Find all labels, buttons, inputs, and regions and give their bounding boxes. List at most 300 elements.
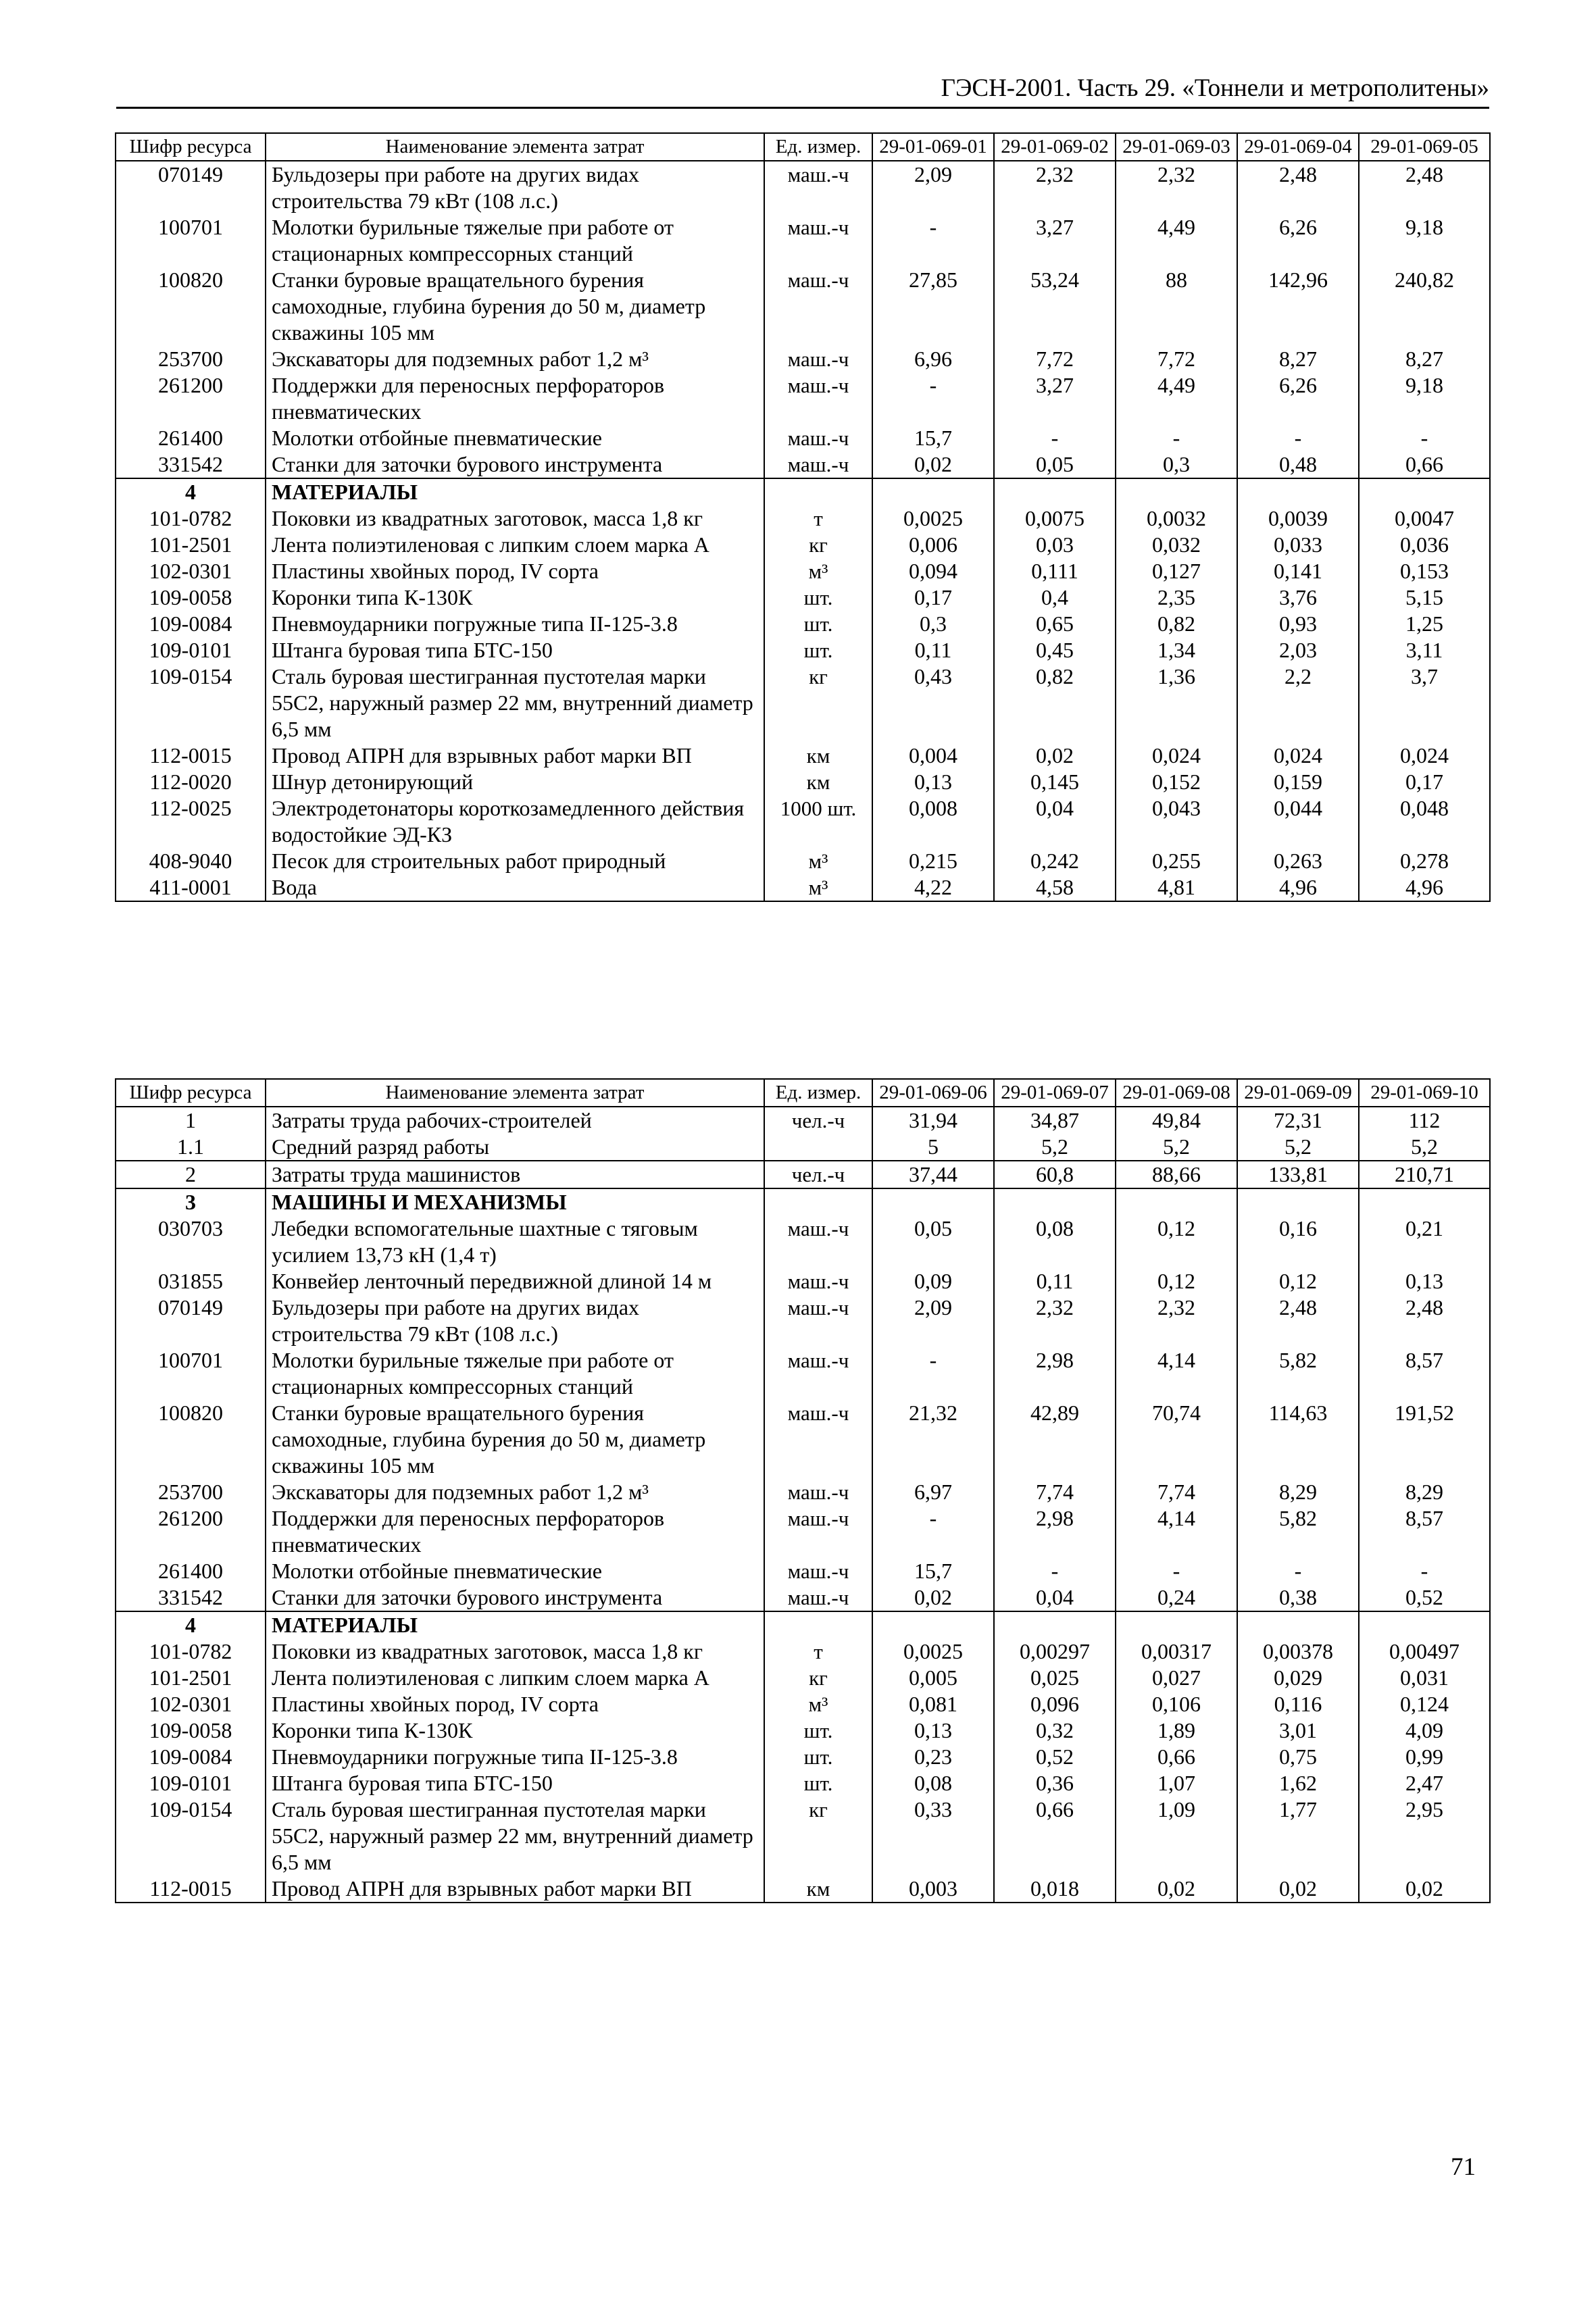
cell-code: 112-0025 bbox=[116, 795, 266, 848]
cell-value: 0,255 bbox=[1116, 848, 1237, 874]
table-row bbox=[116, 848, 1490, 874]
cell-unit: кг bbox=[764, 532, 872, 558]
cell-code: 109-0101 bbox=[116, 637, 266, 663]
cell-value: 0,024 bbox=[1237, 743, 1359, 769]
table-row bbox=[116, 425, 1490, 451]
cell-unit: м³ bbox=[764, 848, 872, 874]
cell-value: - bbox=[872, 372, 994, 425]
cell-value: 0,027 bbox=[1116, 1665, 1237, 1691]
cell-value: 0,03 bbox=[994, 532, 1116, 558]
cell-value: 31,94 bbox=[872, 1107, 994, 1134]
cell-value: 34,87 bbox=[994, 1107, 1116, 1134]
cell-value: 0,031 bbox=[1359, 1665, 1490, 1691]
cell-value: - bbox=[1116, 425, 1237, 451]
cell-value: 7,72 bbox=[994, 346, 1116, 372]
col-header-unit: Ед. измер. bbox=[764, 133, 872, 161]
cell-code: 253700 bbox=[116, 1479, 266, 1505]
cell-value: 0,52 bbox=[994, 1744, 1116, 1770]
cell-name: Молотки отбойные пневматические bbox=[266, 425, 764, 451]
cell-value: 0,159 bbox=[1237, 769, 1359, 795]
table-row bbox=[116, 1347, 1490, 1400]
cell-value: 0,018 bbox=[994, 1876, 1116, 1903]
cell-value: 0,36 bbox=[994, 1770, 1116, 1796]
cell-value: 2,48 bbox=[1237, 1294, 1359, 1347]
cell-value: 0,09 bbox=[872, 1268, 994, 1294]
cell-value: 60,8 bbox=[994, 1161, 1116, 1188]
cell-value: 2,47 bbox=[1359, 1770, 1490, 1796]
cell-value: 9,18 bbox=[1359, 214, 1490, 267]
cell-unit bbox=[764, 1134, 872, 1161]
cell-value: 4,96 bbox=[1237, 874, 1359, 901]
cell-value: 0,4 bbox=[994, 584, 1116, 611]
cell-name: Бульдозеры при работе на других видах строительства 79 кВт (108 л.с.) bbox=[266, 1294, 764, 1347]
cell-name: МАТЕРИАЛЫ bbox=[266, 1611, 764, 1638]
cell-value: 49,84 bbox=[1116, 1107, 1237, 1134]
cell-name: Затраты труда машинистов bbox=[266, 1161, 764, 1188]
cell-value: 8,57 bbox=[1359, 1347, 1490, 1400]
cell-unit: шт. bbox=[764, 584, 872, 611]
cell-value: 0,003 bbox=[872, 1876, 994, 1903]
cell-value: 27,85 bbox=[872, 267, 994, 346]
cell-value: 7,74 bbox=[994, 1479, 1116, 1505]
table-row bbox=[116, 743, 1490, 769]
table-row bbox=[116, 874, 1490, 901]
cell-code: 4 bbox=[116, 478, 266, 505]
cell-name: Пластины хвойных пород, IV сорта bbox=[266, 558, 764, 584]
cell-value: 2,32 bbox=[994, 161, 1116, 214]
cell-value: 0,12 bbox=[1116, 1215, 1237, 1268]
col-header-c4: 29-01-069-04 bbox=[1237, 133, 1359, 161]
cell-value: 42,89 bbox=[994, 1400, 1116, 1479]
cell-unit: маш.-ч bbox=[764, 1558, 872, 1584]
cell-name: Песок для строительных работ природный bbox=[266, 848, 764, 874]
table-row bbox=[116, 584, 1490, 611]
cell-unit: кг bbox=[764, 1796, 872, 1876]
table-row bbox=[116, 346, 1490, 372]
cell-code: 100701 bbox=[116, 1347, 266, 1400]
cell-name: Электродетонаторы короткозамедленного действия водостойкие ЭД-КЗ bbox=[266, 795, 764, 848]
cell-name: Поковки из квадратных заготовок, масса 1,8 кг bbox=[266, 505, 764, 532]
col-header-c5: 29-01-069-10 bbox=[1359, 1079, 1490, 1107]
cell-value: - bbox=[1237, 425, 1359, 451]
cell-code: 109-0058 bbox=[116, 584, 266, 611]
cell-name: Молотки бурильные тяжелые при работе от стационарных компрессорных станций bbox=[266, 214, 764, 267]
table-row bbox=[116, 1188, 1490, 1215]
cell-code: 100701 bbox=[116, 214, 266, 267]
cell-value: - bbox=[1237, 1558, 1359, 1584]
cell-code: 1 bbox=[116, 1107, 266, 1134]
cell-unit: м³ bbox=[764, 558, 872, 584]
cell-name: Бульдозеры при работе на других видах строительства 79 кВт (108 л.с.) bbox=[266, 161, 764, 214]
cell-value: 0,094 bbox=[872, 558, 994, 584]
cell-value: 0,0032 bbox=[1116, 505, 1237, 532]
table-row bbox=[116, 1134, 1490, 1161]
cell-unit bbox=[764, 1188, 872, 1215]
cell-value: - bbox=[872, 1347, 994, 1400]
cell-value: 72,31 bbox=[1237, 1107, 1359, 1134]
cell-value: 8,29 bbox=[1359, 1479, 1490, 1505]
cell-value bbox=[872, 1611, 994, 1638]
header-title: ГЭСН-2001. Часть 29. «Тоннели и метрополитены» bbox=[941, 74, 1489, 102]
cell-name: Молотки бурильные тяжелые при работе от стационарных компрессорных станций bbox=[266, 1347, 764, 1400]
cell-unit: шт. bbox=[764, 1717, 872, 1744]
cell-value: 0,12 bbox=[1116, 1268, 1237, 1294]
cell-value: 0,17 bbox=[1359, 769, 1490, 795]
cell-value: 0,215 bbox=[872, 848, 994, 874]
cell-code: 101-0782 bbox=[116, 505, 266, 532]
cell-unit: маш.-ч bbox=[764, 161, 872, 214]
cell-value bbox=[1359, 478, 1490, 505]
cell-value: 0,33 bbox=[872, 1796, 994, 1876]
cell-unit: км bbox=[764, 1876, 872, 1903]
cell-value: 4,22 bbox=[872, 874, 994, 901]
cell-value: 3,27 bbox=[994, 214, 1116, 267]
cell-value: 0,044 bbox=[1237, 795, 1359, 848]
col-header-c1: 29-01-069-06 bbox=[872, 1079, 994, 1107]
cell-unit: шт. bbox=[764, 637, 872, 663]
cell-code: 070149 bbox=[116, 1294, 266, 1347]
cell-value bbox=[1116, 478, 1237, 505]
cell-name: Средний разряд работы bbox=[266, 1134, 764, 1161]
cell-code: 112-0015 bbox=[116, 1876, 266, 1903]
table-row bbox=[116, 505, 1490, 532]
cell-value: 0,033 bbox=[1237, 532, 1359, 558]
cell-name: Штанга буровая типа БТС-150 bbox=[266, 637, 764, 663]
cell-value: 0,3 bbox=[872, 611, 994, 637]
cell-value: 0,004 bbox=[872, 743, 994, 769]
cell-value: 8,27 bbox=[1359, 346, 1490, 372]
cell-unit: шт. bbox=[764, 1744, 872, 1770]
cell-value: 2,98 bbox=[994, 1505, 1116, 1558]
cell-value: 0,145 bbox=[994, 769, 1116, 795]
cell-value: 0,02 bbox=[1116, 1876, 1237, 1903]
cell-value: 112 bbox=[1359, 1107, 1490, 1134]
cell-value: 6,26 bbox=[1237, 372, 1359, 425]
cell-name: Коронки типа К-130К bbox=[266, 1717, 764, 1744]
cell-code: 070149 bbox=[116, 161, 266, 214]
cell-value: 0,106 bbox=[1116, 1691, 1237, 1717]
cell-value: 0,127 bbox=[1116, 558, 1237, 584]
cell-value: 2,03 bbox=[1237, 637, 1359, 663]
cell-code: 109-0084 bbox=[116, 611, 266, 637]
cell-value: 4,14 bbox=[1116, 1347, 1237, 1400]
cell-value: 9,18 bbox=[1359, 372, 1490, 425]
col-header-unit: Ед. измер. bbox=[764, 1079, 872, 1107]
cell-value: 2,48 bbox=[1359, 1294, 1490, 1347]
cell-value: 0,48 bbox=[1237, 451, 1359, 478]
cell-unit: маш.-ч bbox=[764, 1505, 872, 1558]
cell-value: 0,66 bbox=[994, 1796, 1116, 1876]
cell-value: 4,49 bbox=[1116, 214, 1237, 267]
table-row bbox=[116, 372, 1490, 425]
cell-name: Сталь буровая шестигранная пустотелая марки 55С2, наружный размер 22 мм, внутренний диаметр 6,5 мм bbox=[266, 663, 764, 743]
cell-value: 0,75 bbox=[1237, 1744, 1359, 1770]
cell-code: 331542 bbox=[116, 1584, 266, 1611]
table-row bbox=[116, 1796, 1490, 1876]
cell-value: 3,11 bbox=[1359, 637, 1490, 663]
cell-value: 2,32 bbox=[994, 1294, 1116, 1347]
cell-name: Провод АПРН для взрывных работ марки ВП bbox=[266, 743, 764, 769]
cell-value: 0,32 bbox=[994, 1717, 1116, 1744]
resource-table-2 bbox=[115, 1078, 1491, 1903]
cell-value: 0,036 bbox=[1359, 532, 1490, 558]
cell-value: 0,17 bbox=[872, 584, 994, 611]
cell-name: Шнур детонирующий bbox=[266, 769, 764, 795]
cell-unit bbox=[764, 478, 872, 505]
cell-code: 112-0015 bbox=[116, 743, 266, 769]
cell-unit: т bbox=[764, 1638, 872, 1665]
cell-unit: маш.-ч bbox=[764, 1294, 872, 1347]
cell-value bbox=[994, 478, 1116, 505]
cell-unit: маш.-ч bbox=[764, 346, 872, 372]
cell-unit: т bbox=[764, 505, 872, 532]
table-row bbox=[116, 769, 1490, 795]
cell-code: 112-0020 bbox=[116, 769, 266, 795]
cell-code: 2 bbox=[116, 1161, 266, 1188]
cell-value: 0,13 bbox=[872, 1717, 994, 1744]
cell-code: 408-9040 bbox=[116, 848, 266, 874]
cell-unit: маш.-ч bbox=[764, 425, 872, 451]
table-row bbox=[116, 1400, 1490, 1479]
table-row bbox=[116, 611, 1490, 637]
cell-unit: 1000 шт. bbox=[764, 795, 872, 848]
cell-value: 5 bbox=[872, 1134, 994, 1161]
cell-value: 2,32 bbox=[1116, 161, 1237, 214]
cell-unit: кг bbox=[764, 663, 872, 743]
cell-value: 1,07 bbox=[1116, 1770, 1237, 1796]
col-header-c2: 29-01-069-07 bbox=[994, 1079, 1116, 1107]
cell-value bbox=[872, 1188, 994, 1215]
cell-value: 0,096 bbox=[994, 1691, 1116, 1717]
col-header-c5: 29-01-069-05 bbox=[1359, 133, 1490, 161]
cell-unit: маш.-ч bbox=[764, 1347, 872, 1400]
table-row bbox=[116, 1294, 1490, 1347]
cell-value: 5,82 bbox=[1237, 1505, 1359, 1558]
cell-value: 8,57 bbox=[1359, 1505, 1490, 1558]
cell-value: 0,3 bbox=[1116, 451, 1237, 478]
cell-value bbox=[1116, 1611, 1237, 1638]
cell-value: 4,14 bbox=[1116, 1505, 1237, 1558]
cell-value: 0,032 bbox=[1116, 532, 1237, 558]
col-header-c1: 29-01-069-01 bbox=[872, 133, 994, 161]
cell-code: 101-0782 bbox=[116, 1638, 266, 1665]
cell-name: Коронки типа К-130К bbox=[266, 584, 764, 611]
cell-value: 0,23 bbox=[872, 1744, 994, 1770]
cell-value: - bbox=[1359, 1558, 1490, 1584]
cell-value: 5,2 bbox=[1237, 1134, 1359, 1161]
cell-value: 4,09 bbox=[1359, 1717, 1490, 1744]
cell-value: 0,048 bbox=[1359, 795, 1490, 848]
cell-value: - bbox=[1116, 1558, 1237, 1584]
resource-table-1 bbox=[115, 132, 1491, 902]
cell-value bbox=[1116, 1188, 1237, 1215]
cell-value: 5,15 bbox=[1359, 584, 1490, 611]
table-row bbox=[116, 1876, 1490, 1903]
cell-value: 3,7 bbox=[1359, 663, 1490, 743]
cell-code: 4 bbox=[116, 1611, 266, 1638]
cell-value: 2,09 bbox=[872, 161, 994, 214]
cell-value: 133,81 bbox=[1237, 1161, 1359, 1188]
cell-name: Станки для заточки бурового инструмента bbox=[266, 451, 764, 478]
table-row bbox=[116, 1479, 1490, 1505]
cell-value: 6,26 bbox=[1237, 214, 1359, 267]
cell-value: 240,82 bbox=[1359, 267, 1490, 346]
cell-unit: маш.-ч bbox=[764, 1479, 872, 1505]
cell-name: Лента полиэтиленовая с липким слоем марка А bbox=[266, 1665, 764, 1691]
cell-name: Конвейер ленточный передвижной длиной 14 м bbox=[266, 1268, 764, 1294]
cell-value: 4,96 bbox=[1359, 874, 1490, 901]
cell-value: 4,49 bbox=[1116, 372, 1237, 425]
cell-code: 101-2501 bbox=[116, 1665, 266, 1691]
cell-value: 1,34 bbox=[1116, 637, 1237, 663]
cell-unit: шт. bbox=[764, 1770, 872, 1796]
cell-code: 030703 bbox=[116, 1215, 266, 1268]
cell-value: 0,02 bbox=[1237, 1876, 1359, 1903]
cell-value: 3,01 bbox=[1237, 1717, 1359, 1744]
cell-value: 0,116 bbox=[1237, 1691, 1359, 1717]
cell-unit: шт. bbox=[764, 611, 872, 637]
cell-value: 1,09 bbox=[1116, 1796, 1237, 1876]
cell-value: 2,48 bbox=[1237, 161, 1359, 214]
cell-value: 0,21 bbox=[1359, 1215, 1490, 1268]
cell-unit: маш.-ч bbox=[764, 1215, 872, 1268]
table-row bbox=[116, 1505, 1490, 1558]
cell-value bbox=[1359, 1611, 1490, 1638]
cell-name: Пластины хвойных пород, IV сорта bbox=[266, 1691, 764, 1717]
cell-value: 0,66 bbox=[1116, 1744, 1237, 1770]
table-row bbox=[116, 1638, 1490, 1665]
cell-value: 0,00297 bbox=[994, 1638, 1116, 1665]
cell-code: 1.1 bbox=[116, 1134, 266, 1161]
cell-name: Штанга буровая типа БТС-150 bbox=[266, 1770, 764, 1796]
cell-value: 3,27 bbox=[994, 372, 1116, 425]
cell-value: 3,76 bbox=[1237, 584, 1359, 611]
cell-value: 15,7 bbox=[872, 425, 994, 451]
cell-value: 114,63 bbox=[1237, 1400, 1359, 1479]
cell-value: 0,24 bbox=[1116, 1584, 1237, 1611]
cell-name: Молотки отбойные пневматические bbox=[266, 1558, 764, 1584]
col-header-c3: 29-01-069-08 bbox=[1116, 1079, 1237, 1107]
cell-value: 0,16 bbox=[1237, 1215, 1359, 1268]
table-row bbox=[116, 267, 1490, 346]
cell-value bbox=[994, 1611, 1116, 1638]
cell-value: 0,12 bbox=[1237, 1268, 1359, 1294]
table-row bbox=[116, 1717, 1490, 1744]
page-header bbox=[116, 73, 1489, 109]
table-row bbox=[116, 1665, 1490, 1691]
cell-value: 0,043 bbox=[1116, 795, 1237, 848]
cell-code: 109-0101 bbox=[116, 1770, 266, 1796]
cell-value bbox=[872, 478, 994, 505]
cell-name: Экскаваторы для подземных работ 1,2 м³ bbox=[266, 1479, 764, 1505]
cell-value: 0,52 bbox=[1359, 1584, 1490, 1611]
cell-value: 0,13 bbox=[872, 769, 994, 795]
table-row bbox=[116, 451, 1490, 478]
cell-code: 031855 bbox=[116, 1268, 266, 1294]
cell-value: 0,04 bbox=[994, 1584, 1116, 1611]
cell-unit: км bbox=[764, 769, 872, 795]
cell-value: 0,081 bbox=[872, 1691, 994, 1717]
cell-value: 0,141 bbox=[1237, 558, 1359, 584]
cell-value: 1,62 bbox=[1237, 1770, 1359, 1796]
cell-value bbox=[1237, 1611, 1359, 1638]
cell-value: 6,96 bbox=[872, 346, 994, 372]
cell-value: - bbox=[994, 1558, 1116, 1584]
cell-value: 0,45 bbox=[994, 637, 1116, 663]
cell-unit bbox=[764, 1611, 872, 1638]
cell-code: 109-0154 bbox=[116, 1796, 266, 1876]
cell-code: 100820 bbox=[116, 267, 266, 346]
table-row bbox=[116, 1268, 1490, 1294]
cell-value: - bbox=[872, 1505, 994, 1558]
cell-unit: км bbox=[764, 743, 872, 769]
cell-value: - bbox=[994, 425, 1116, 451]
cell-value: 0,02 bbox=[1359, 1876, 1490, 1903]
cell-value: 0,99 bbox=[1359, 1744, 1490, 1770]
cell-value: 0,65 bbox=[994, 611, 1116, 637]
cell-value: 5,2 bbox=[1359, 1134, 1490, 1161]
cell-value: 0,82 bbox=[1116, 611, 1237, 637]
cell-value: 0,08 bbox=[994, 1215, 1116, 1268]
cell-value: 0,00497 bbox=[1359, 1638, 1490, 1665]
table-row bbox=[116, 1107, 1490, 1134]
cell-value: 1,89 bbox=[1116, 1717, 1237, 1744]
cell-value: 37,44 bbox=[872, 1161, 994, 1188]
cell-code: 261200 bbox=[116, 372, 266, 425]
table-row bbox=[116, 214, 1490, 267]
cell-value: 53,24 bbox=[994, 267, 1116, 346]
table-row bbox=[116, 1691, 1490, 1717]
cell-value: 0,08 bbox=[872, 1770, 994, 1796]
col-header-name: Наименование элемента затрат bbox=[266, 133, 764, 161]
cell-value: 21,32 bbox=[872, 1400, 994, 1479]
cell-name: Затраты труда рабочих-строителей bbox=[266, 1107, 764, 1134]
cell-unit: кг bbox=[764, 1665, 872, 1691]
cell-value: 70,74 bbox=[1116, 1400, 1237, 1479]
cell-value: 0,111 bbox=[994, 558, 1116, 584]
cell-value: 0,242 bbox=[994, 848, 1116, 874]
table-row bbox=[116, 663, 1490, 743]
cell-value: 88,66 bbox=[1116, 1161, 1237, 1188]
table-row bbox=[116, 795, 1490, 848]
table-row bbox=[116, 1161, 1490, 1188]
cell-value: 0,0025 bbox=[872, 1638, 994, 1665]
cell-value: 0,93 bbox=[1237, 611, 1359, 637]
cell-value: 0,0075 bbox=[994, 505, 1116, 532]
cell-code: 3 bbox=[116, 1188, 266, 1215]
cell-code: 102-0301 bbox=[116, 558, 266, 584]
col-header-c3: 29-01-069-03 bbox=[1116, 133, 1237, 161]
cell-value: 8,29 bbox=[1237, 1479, 1359, 1505]
cell-value: 88 bbox=[1116, 267, 1237, 346]
cell-value: 0,006 bbox=[872, 532, 994, 558]
cell-unit: маш.-ч bbox=[764, 1584, 872, 1611]
cell-name: Станки буровые вращательного бурения самоходные, глубина бурения до 50 м, диаметр скважины 105 мм bbox=[266, 1400, 764, 1479]
cell-value: 8,27 bbox=[1237, 346, 1359, 372]
cell-value: 6,97 bbox=[872, 1479, 994, 1505]
cell-value: 0,0039 bbox=[1237, 505, 1359, 532]
cell-value bbox=[994, 1188, 1116, 1215]
col-header-name: Наименование элемента затрат bbox=[266, 1079, 764, 1107]
cell-value: 0,66 bbox=[1359, 451, 1490, 478]
cell-name: Вода bbox=[266, 874, 764, 901]
cell-unit: маш.-ч bbox=[764, 1268, 872, 1294]
cell-unit: м³ bbox=[764, 1691, 872, 1717]
col-header-code: Шифр ресурса bbox=[116, 1079, 266, 1107]
cell-value: 0,38 bbox=[1237, 1584, 1359, 1611]
table-row bbox=[116, 1770, 1490, 1796]
cell-value: 0,0047 bbox=[1359, 505, 1490, 532]
